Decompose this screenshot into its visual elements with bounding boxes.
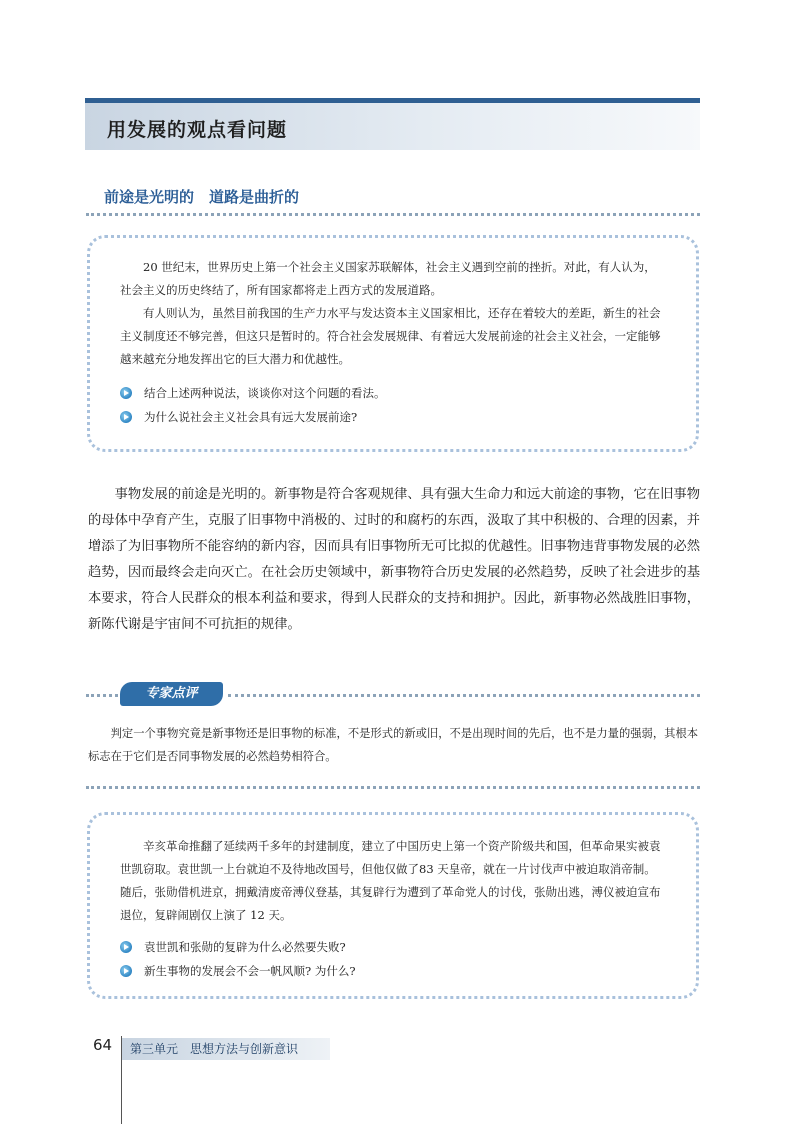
section-divider	[86, 213, 700, 216]
box2-paragraph: 辛亥革命推翻了延续两千多年的封建制度，建立了中国历史上第一个资产阶级共和国，但革命果实被袁世凯窃取。袁世凯一上台就迫不及待地改国号，但他仅做了83 天皇帝，就在一片讨伐声中被迫取消帝制。随后，张勋借机进京，拥戴清废帝溥仪登基，其复辟行为遭到了革命党人的讨伐，张勋出逃，溥仪被迫宣布退位，复辟闹剧仅上演了 12 天。	[120, 839, 661, 922]
box1-paragraph-2: 有人则认为，虽然目前我国的生产力水平与发达资本主义国家相比，还存在着较大的差距，新生的社会主义制度还不够完善，但这只是暂时的。符合社会发展规律、有着远大发展前途的社会主义社会，一定能够越来越充分地发挥出它的巨大潜力和优越性。	[120, 306, 661, 366]
section-heading: 前途是光明的 道路是曲折的	[104, 188, 300, 206]
expert-divider-left	[86, 694, 118, 697]
body-paragraph: 事物发展的前途是光明的。新事物是符合客观规律、具有强大生命力和远大前途的事物，它在旧事物的母体中孕育产生，克服了旧事物中消极的、过时的和腐朽的东西，汲取了其中积极的、合理的因素，并增添了为旧事物所不能容纳的新内容，因而具有旧事物所无可比拟的优越性。旧事物违背事物发展的必然趋势，因而最终会走向灭亡。在社会历史领域中，新事物符合历史发展的必然趋势，反映了社会进步的基本要求，符合人民群众的根本利益和要求，得到人民群众的支持和拥护。因此，新事物必然战胜旧事物，新陈代谢是宇宙间不可抗拒的规律。	[88, 487, 700, 632]
box1-paragraph-1: 20 世纪末，世界历史上第一个社会主义国家苏联解体，社会主义遇到空前的挫折。对此，有人认为，社会主义的历史终结了，所有国家都将走上西方式的发展道路。	[120, 260, 656, 297]
box1-question-2: 为什么说社会主义社会具有远大发展前途?	[120, 405, 666, 429]
box1-question-1: 结合上述两种说法，谈谈你对这个问题的看法。	[120, 381, 666, 405]
expert-comment-text: 判定一个事物究竟是新事物还是旧事物的标准，不是形式的新或旧，不是出现时间的先后，也不是力量的强弱，其根本标志在于它们是否同事物发展的必然趋势相符合。	[88, 727, 699, 763]
question-bullet-icon	[120, 411, 132, 423]
question-bullet-icon	[120, 387, 132, 399]
question-bullet-icon	[120, 941, 132, 953]
page-number: 64	[93, 1036, 113, 1054]
box2-question-2: 新生事物的发展会不会一帆风顺? 为什么?	[120, 959, 666, 983]
expert-divider-right	[228, 694, 700, 697]
discussion-box-2	[87, 812, 699, 999]
expert-divider-bottom	[86, 786, 700, 789]
box2-question-1: 袁世凯和张勋的复辟为什么必然要失败?	[120, 935, 666, 959]
chapter-title: 用发展的观点看问题	[107, 119, 288, 141]
expert-comment-tag: 专家点评	[120, 682, 223, 706]
chapter-title-bar	[85, 98, 700, 150]
discussion-box-1	[87, 235, 699, 452]
unit-label: 第三单元 思想方法与创新意识	[122, 1038, 330, 1060]
question-bullet-icon	[120, 965, 132, 977]
